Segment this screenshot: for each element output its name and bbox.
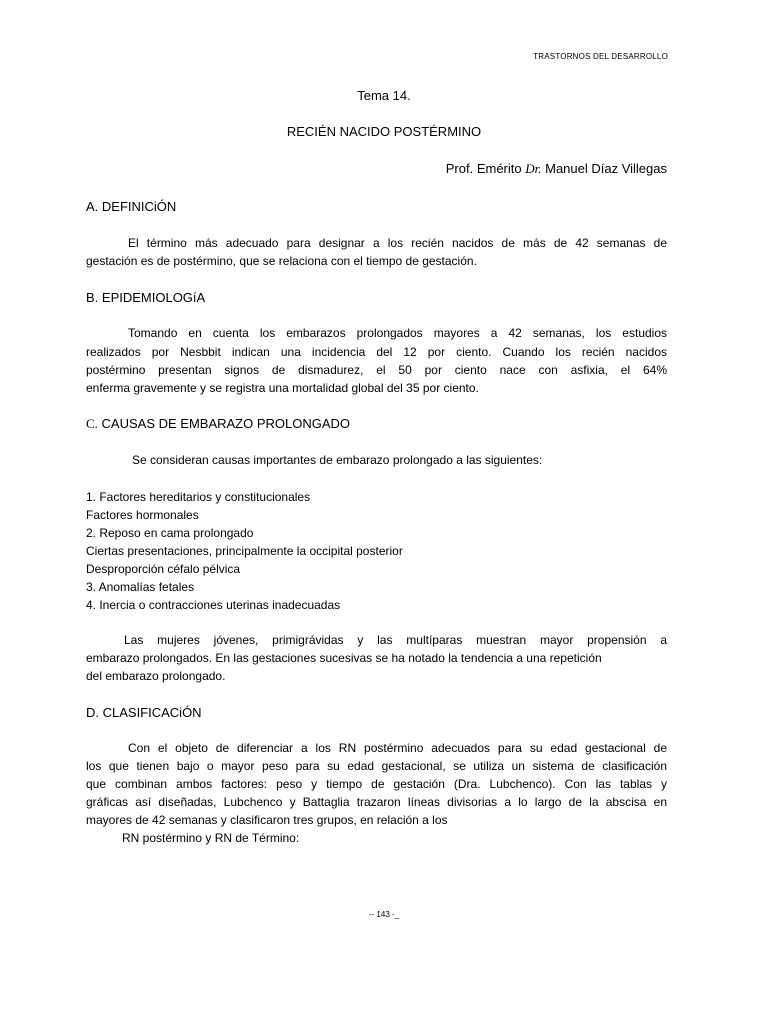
section-c-para-line-1: Las mujeres jóvenes, primigrávidas y las multíparas muestran mayor propensión a	[124, 633, 667, 647]
section-c-para-line-3: del embarazo prolongado.	[86, 669, 226, 683]
section-d-heading: D. CLASIFICACiÓN	[86, 705, 202, 720]
author-dr: Dr.	[525, 161, 542, 176]
section-a-line-2: gestación es de postérmino, que se relaciona con el tiempo de gestación.	[86, 254, 477, 268]
list-item: 3. Anomalías fetales	[86, 580, 195, 594]
section-d-line-5: mayores de 42 semanas y clasificaron tres grupos, en relación a los	[86, 813, 448, 827]
section-a-heading: A. DEFINICiÓN	[86, 199, 177, 214]
section-d-line-6: RN postérmino y RN de Término:	[122, 831, 300, 845]
section-d-line-4: gráficas así diseñadas, Lubchenco y Battaglia trazaron líneas divisorias a lo largo de la abscisa en	[86, 795, 667, 809]
section-c-title: CAUSAS DE EMBARAZO PROLONGADO	[97, 416, 351, 431]
section-d-line-2: los que tienen bajo o mayor peso para su edad gestacional, se utiliza un sistema de clasificación	[86, 759, 667, 773]
page-number: -- 143 -_	[368, 910, 400, 919]
section-b-line-4: enferma gravemente y se registra una mortalidad global del 35 por ciento.	[86, 381, 479, 395]
running-header: TRASTORNOS DEL DESARROLLO	[533, 52, 668, 61]
list-item: Ciertas presentaciones, principalmente la occipital posterior	[86, 544, 403, 558]
section-b-heading: B. EPIDEMIOLOGíA	[86, 290, 206, 305]
author-name: Manuel Díaz Villegas	[541, 161, 667, 176]
section-c-heading	[86, 416, 350, 432]
author-line	[446, 161, 667, 177]
section-c-para-line-2: embarazo prolongados. En las gestaciones sucesivas se ha notado la tendencia a una repetición	[86, 651, 602, 665]
list-item: Factores hormonales	[86, 508, 199, 522]
section-a-line-1: El término más adecuado para designar a los recién nacidos de más de 42 semanas de	[128, 236, 667, 250]
section-b-line-1: Tomando en cuenta los embarazos prolongados mayores a 42 semanas, los estudios	[128, 326, 667, 340]
section-b-line-3: postérmino presentan signos de dismadurez, el 50 por ciento nace con asfixia, el 64%	[86, 363, 667, 377]
causes-list	[86, 488, 403, 614]
section-c-intro: Se consideran causas importantes de embarazo prolongado a las siguientes:	[132, 453, 543, 467]
list-item: 1. Factores hereditarios y constitucionales	[86, 490, 311, 504]
document-title: RECIÉN NACIDO POSTÉRMINO	[286, 124, 482, 139]
section-c-letter: C.	[86, 416, 98, 431]
section-d-line-1: Con el objeto de diferenciar a los RN postérmino adecuados para su edad gestacional de	[128, 741, 667, 755]
section-d-line-3: que combinan ambos factores: peso y tiempo de gestación (Dra. Lubchenco). Con las tablas y	[86, 777, 667, 791]
author-prefix: Prof. Emérito	[445, 161, 526, 176]
chapter-number: Tema 14.	[357, 88, 411, 103]
list-item: 2. Reposo en cama prolongado	[86, 526, 254, 540]
list-item: Desproporción céfalo pélvica	[86, 562, 241, 576]
section-b-line-2: realizados por Nesbbit indican una incidencia del 12 por ciento. Cuando los recién nacidos	[86, 345, 667, 359]
list-item: 4. Inercia o contracciones uterinas inadecuadas	[86, 598, 341, 612]
